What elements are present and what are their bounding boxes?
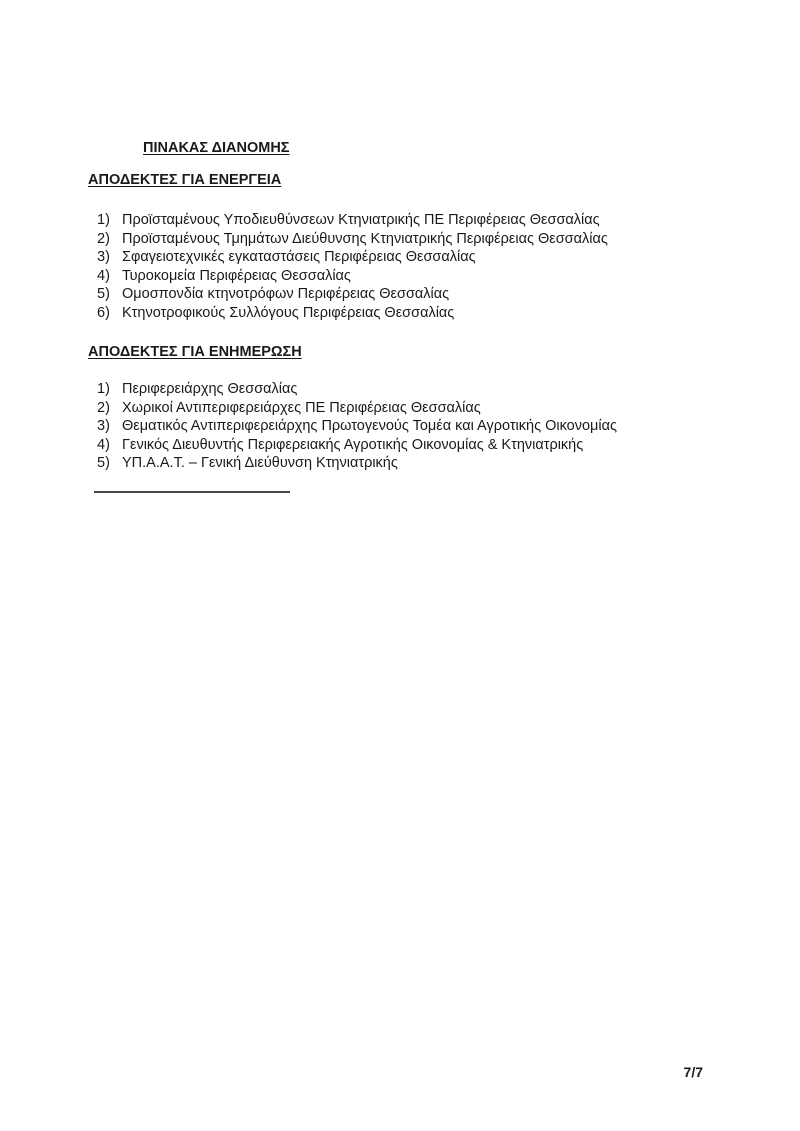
page-number: 7/7 (683, 1064, 703, 1080)
list-item-number: 5) (97, 286, 110, 303)
list-item-number: 6) (97, 304, 110, 321)
list-item-number: 2) (97, 399, 110, 416)
list-item (88, 436, 617, 455)
list-item-text: Θεματικός Αντιπεριφερειάρχης Πρωτογενούς Τομέα και Αγροτικής Οικονομίας (122, 418, 617, 435)
list-item (88, 417, 617, 436)
signature-divider-line (94, 491, 290, 493)
list-item (88, 304, 608, 323)
list-item (88, 211, 608, 230)
list-item-number: 5) (97, 455, 110, 472)
list-item-text: Ομοσπονδία κτηνοτρόφων Περιφέρειας Θεσσαλίας (122, 286, 450, 303)
list-item-number: 3) (97, 249, 110, 266)
list-item-text: Σφαγειοτεχνικές εγκαταστάσεις Περιφέρειας Θεσσαλίας (122, 249, 476, 266)
list-item-text: Προϊσταμένους Τμημάτων Διεύθυνσης Κτηνιατρικής Περιφέρειας Θεσσαλίας (122, 230, 608, 247)
list-item-text: Τυροκομεία Περιφέρειας Θεσσαλίας (122, 267, 351, 284)
list-item-text: ΥΠ.Α.Α.Τ. – Γενική Διεύθυνση Κτηνιατρικής (122, 455, 398, 472)
list-item-text: Προϊσταμένους Υποδιευθύνσεων Κτηνιατρικής ΠΕ Περιφέρειας Θεσσαλίας (122, 212, 600, 228)
list-item (88, 399, 617, 418)
list-item-number: 2) (97, 230, 110, 247)
list-item-number: 1) (97, 212, 110, 228)
list-item (88, 454, 617, 473)
list-item-text: Χωρικοί Αντιπεριφερειάρχες ΠΕ Περιφέρειας Θεσσαλίας (122, 399, 481, 416)
recipients-for-information-list (88, 380, 617, 473)
list-item-number: 4) (97, 267, 110, 284)
list-item-text: Περιφερειάρχης Θεσσαλίας (122, 381, 298, 397)
list-item (88, 285, 608, 304)
list-item-text: Γενικός Διευθυντής Περιφερειακής Αγροτικής Οικονομίας & Κτηνιατρικής (122, 436, 584, 453)
document-title: ΠΙΝΑΚΑΣ ΔΙΑΝΟΜΗΣ (143, 140, 290, 156)
section-heading-recipients-for-action: ΑΠΟΔΕΚΤΕΣ ΓΙΑ ΕΝΕΡΓΕΙΑ (88, 172, 282, 188)
list-item (88, 267, 608, 286)
list-item-number: 1) (97, 381, 110, 397)
section-heading-recipients-for-information: ΑΠΟΔΕΚΤΕΣ ΓΙΑ ΕΝΗΜΕΡΩΣΗ (88, 344, 302, 360)
list-item (88, 248, 608, 267)
list-item (88, 380, 617, 399)
list-item-text: Κτηνοτροφικούς Συλλόγους Περιφέρειας Θεσσαλίας (122, 304, 455, 321)
recipients-for-action-list (88, 211, 608, 323)
list-item (88, 230, 608, 249)
list-item-number: 4) (97, 436, 110, 453)
list-item-number: 3) (97, 418, 110, 435)
